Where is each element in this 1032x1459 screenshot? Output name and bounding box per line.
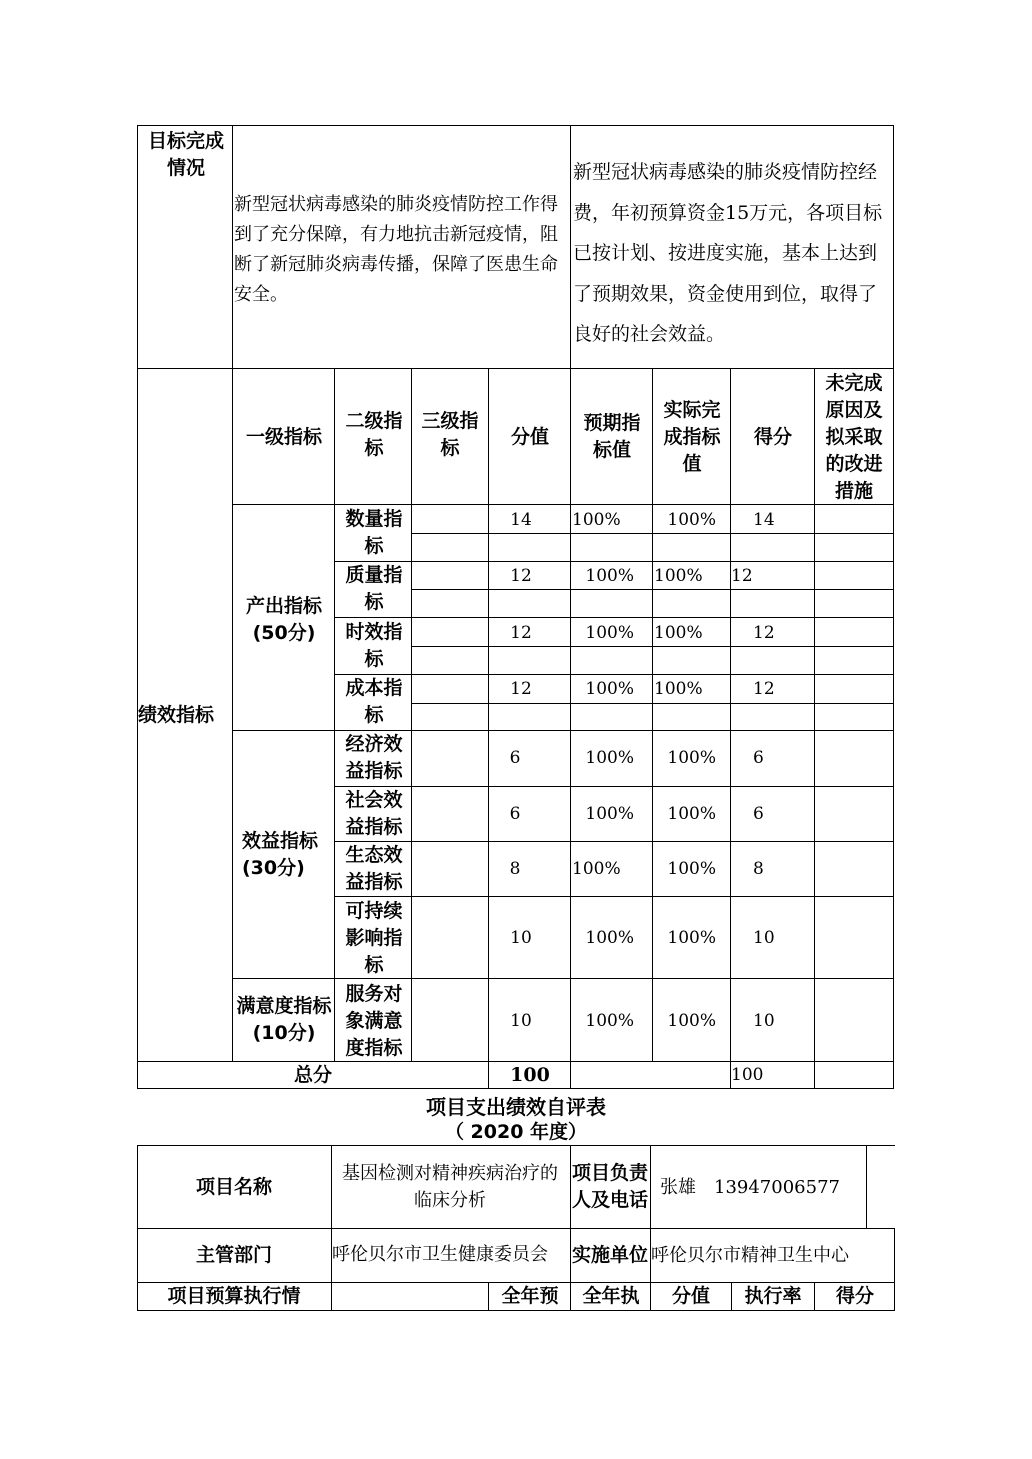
group-satisfaction: 满意度指标(10分) [236,995,332,1044]
row-l2: 社会效益指标 [345,789,403,838]
project-name-label: 项目名称 [195,1175,272,1198]
row-expected: 100% [585,803,634,824]
row-expected: 100% [585,622,634,643]
total-score: 100 [510,1063,550,1086]
row-score: 12 [510,622,532,643]
row-l2: 生态效益指标 [345,844,403,893]
header-expected: 预期指标值 [583,412,641,461]
total-got: 100 [731,1064,764,1085]
row-got: 12 [753,622,775,643]
row-got: 10 [753,1010,775,1031]
row-l2: 数量指标 [345,508,403,557]
row-got: 14 [753,509,775,530]
group-output: 产出指标 (50分) [245,595,322,644]
row-expected: 100% [585,927,634,948]
row-expected: 100% [572,509,621,530]
impl-value: 呼伦贝尔市精神卫生中心 [651,1244,849,1266]
row-expected: 100% [572,858,621,879]
row-actual: 100% [667,927,716,948]
row-actual: 100% [667,747,716,768]
header-score: 分值 [510,425,549,448]
row-l2: 服务对象满意度指标 [345,982,403,1059]
header-l3: 三级指标 [421,410,479,459]
row-score: 8 [509,858,521,879]
budget-label: 项目预算执行情 [167,1285,301,1307]
row-l2: 可持续影响指标 [345,899,403,976]
row-score: 6 [509,803,521,824]
row-score: 10 [510,1010,532,1031]
row-l2: 质量指标 [345,564,403,613]
row-got: 12 [753,678,775,699]
perf-label: 绩效指标 [138,703,215,726]
goal-text-left: 新型冠状病毒感染的肺炎疫情防控工作得到了充分保障，有力地抗击新冠疫情，阻断了新冠肺炎病毒传播，保障了医患生命安全。 [234,194,558,305]
row-actual: 100% [667,1010,716,1031]
header-l1: 一级指标 [245,425,322,448]
row-l2: 成本指标 [345,677,403,726]
lead-label: 项目负责人及电话 [572,1162,649,1211]
row-actual: 100% [667,509,716,530]
row-got: 6 [753,803,764,824]
row-l2: 时效指标 [345,621,403,670]
form-title: 项目支出绩效自评表 [426,1094,606,1119]
row-l2: 经济效益指标 [345,733,403,782]
header-reason: 未完成原因及拟采取的改进措施 [825,371,883,502]
budget-header: 全年预 [501,1285,559,1307]
row-got: 10 [753,927,775,948]
row-actual: 100% [654,678,703,699]
row-expected: 100% [585,565,634,586]
goal-text-right: 新型冠状病毒感染的肺炎疫情防控经费，年初预算资金15万元，各项目标已按计划、按进度实施，基本上达到了预期效果，资金使用到位，取得了良好的社会效益。 [573,161,883,345]
budget-header: 执行率 [744,1285,802,1307]
dept-label: 主管部门 [195,1243,272,1266]
row-score: 14 [510,509,532,530]
row-actual: 100% [667,858,716,879]
row-actual: 100% [654,565,703,586]
row-actual: 100% [667,803,716,824]
project-name: 基因检测对精神疾病治疗的临床分析 [342,1163,558,1211]
row-expected: 100% [585,678,634,699]
budget-header: 全年执 [582,1285,640,1307]
header-got: 得分 [753,425,792,448]
dept-value: 呼伦贝尔市卫生健康委员会 [332,1244,548,1265]
row-score: 12 [510,678,532,699]
row-expected: 100% [585,1010,634,1031]
header-actual: 实际完成指标值 [663,398,721,475]
budget-header: 得分 [835,1285,874,1307]
goal-label: 目标完成情况 [147,130,224,179]
row-score: 10 [510,927,532,948]
row-score: 6 [509,747,521,768]
row-expected: 100% [585,747,634,768]
header-l2: 二级指标 [345,410,403,459]
row-score: 12 [510,565,532,586]
form-year: （ 2020 年度） [444,1120,588,1143]
row-got: 8 [753,858,764,879]
lead-value: 张雄 13947006577 [660,1176,840,1198]
group-benefit: 效益指标(30分) [242,830,319,879]
row-got: 12 [731,565,753,586]
row-got: 6 [753,747,764,768]
total-label: 总分 [293,1063,332,1086]
impl-label: 实施单位 [572,1243,649,1266]
budget-header: 分值 [671,1285,710,1307]
row-actual: 100% [654,622,703,643]
